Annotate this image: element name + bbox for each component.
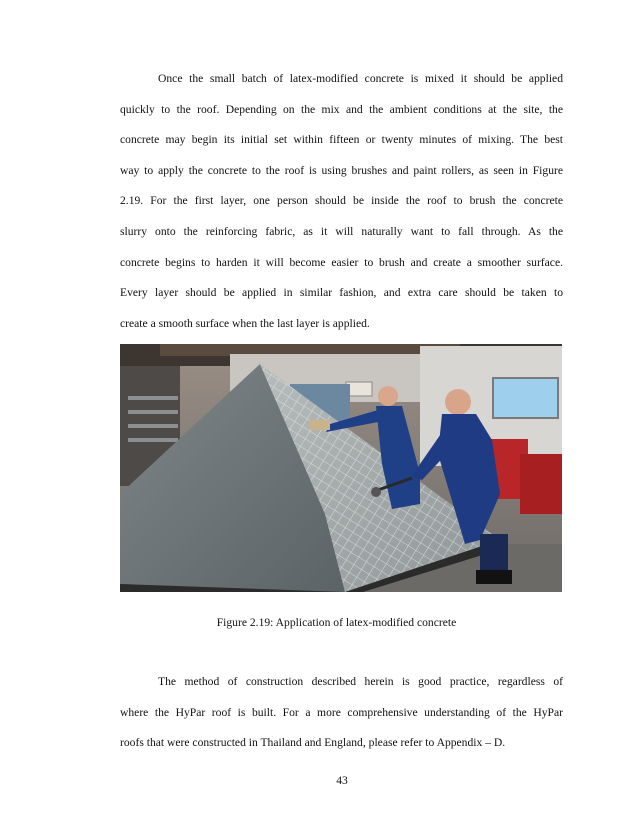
text-line: Once the small batch of latex-modified concrete is mixed it should be applied — [158, 72, 563, 85]
text-line: roofs that were constructed in Thailand and England, please refer to Appendix – D. — [120, 736, 506, 750]
text-line: slurry onto the reinforcing fabric, as it will naturally want to fall through. As the — [120, 224, 563, 238]
text-line: way to apply the concrete to the roof is using brushes and paint rollers, as seen in Figure — [120, 163, 563, 177]
figure-photo-concrete-application — [120, 344, 562, 592]
paragraph-construction-method — [120, 667, 563, 759]
text-line: Every layer should be applied in similar fashion, and extra care should be taken to — [120, 286, 563, 300]
figure-caption-text: Figure 2.19: Application of latex-modified concrete — [216, 616, 457, 629]
text-line: concrete may begin its initial set within fifteen or twenty minutes of mixing. The best — [120, 133, 563, 147]
photo-illustration — [120, 344, 562, 592]
page-number: 43 — [336, 774, 348, 787]
text-line: quickly to the roof. Depending on the mix and the ambient conditions at the site, the — [120, 102, 563, 116]
text-line: The method of construction described herein is good practice, regardless of — [158, 675, 563, 688]
text-line: where the HyPar roof is built. For a more comprehensive understanding of the HyPar — [120, 705, 563, 719]
text-line: 2.19. For the first layer, one person should be inside the roof to brush the concrete — [120, 194, 563, 208]
text-line: create a smooth surface when the last layer is applied. — [120, 316, 370, 330]
paragraph-application-process — [120, 64, 563, 339]
text-line: concrete begins to harden it will become easier to brush and create a smoother surface. — [120, 255, 563, 269]
figure-caption — [120, 616, 563, 629]
